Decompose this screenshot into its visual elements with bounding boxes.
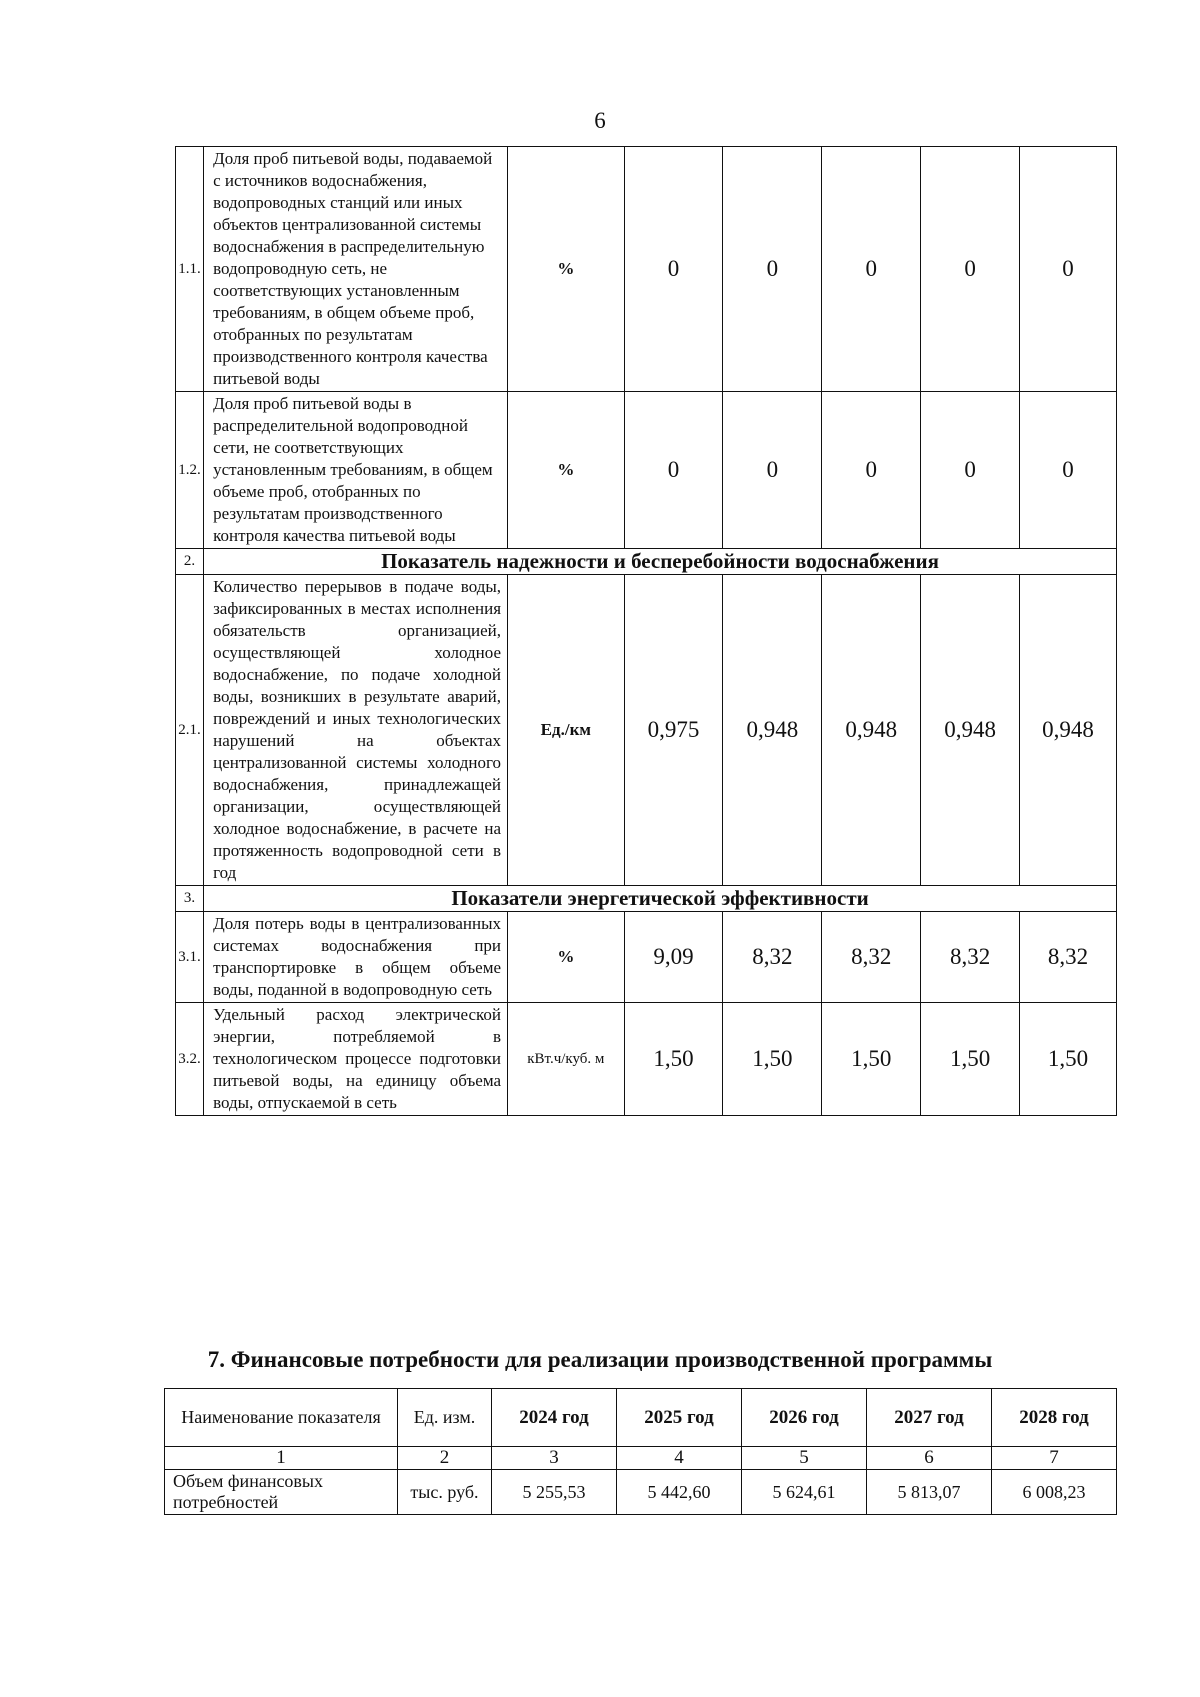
value-cell: 1,50 bbox=[624, 1003, 723, 1116]
value-cell: 6 008,23 bbox=[992, 1470, 1117, 1515]
value-cell: 5 813,07 bbox=[867, 1470, 992, 1515]
value-cell: 0 bbox=[822, 392, 921, 549]
value-cell: 0,948 bbox=[723, 575, 822, 886]
value-cell: 0 bbox=[723, 392, 822, 549]
page-number: 6 bbox=[594, 108, 606, 133]
indicator-row-3-2 bbox=[176, 1003, 1117, 1116]
section-title: Показатели энергетической эффективности bbox=[204, 886, 1117, 912]
value-cell: 0 bbox=[921, 147, 1020, 392]
section-row-2 bbox=[176, 549, 1117, 575]
column-index: 2 bbox=[398, 1447, 492, 1470]
indicator-description: Доля проб питьевой воды в распределительной водопроводной сети, не соответствующих установленным требованиям, в общем объеме проб, отобранных по результатам производственного контроля качества питьевой воды bbox=[204, 392, 508, 549]
row-number: 2.1. bbox=[176, 575, 204, 886]
value-cell: 5 255,53 bbox=[492, 1470, 617, 1515]
column-header: 2027 год bbox=[867, 1389, 992, 1447]
row-number: 3. bbox=[176, 886, 204, 912]
indicator-row-1-2 bbox=[176, 392, 1117, 549]
value-cell: 0 bbox=[624, 392, 723, 549]
value-cell: 0,948 bbox=[1020, 575, 1117, 886]
column-index: 6 bbox=[867, 1447, 992, 1470]
value-cell: 1,50 bbox=[921, 1003, 1020, 1116]
value-cell: 0 bbox=[921, 392, 1020, 549]
value-cell: 0 bbox=[624, 147, 723, 392]
value-cell: 0,975 bbox=[624, 575, 723, 886]
finance-table bbox=[164, 1388, 1117, 1515]
indicator-description: Удельный расход электрической энергии, потребляемой в технологическом процессе подготовки питьевой воды, на единицу объема воды, отпускаемой в сеть bbox=[204, 1003, 508, 1116]
row-number: 1.2. bbox=[176, 392, 204, 549]
indicators-table bbox=[175, 146, 1117, 1116]
value-cell: 0 bbox=[723, 147, 822, 392]
value-cell: 1,50 bbox=[822, 1003, 921, 1116]
value-cell: 0 bbox=[1020, 147, 1117, 392]
value-cell: 1,50 bbox=[723, 1003, 822, 1116]
indicator-unit: Ед./км bbox=[508, 575, 625, 886]
value-cell: 0,948 bbox=[921, 575, 1020, 886]
column-header: Наименование показателя bbox=[165, 1389, 398, 1447]
section-title: Показатель надежности и бесперебойности водоснабжения bbox=[204, 549, 1117, 575]
row-number: 1.1. bbox=[176, 147, 204, 392]
indicator-description: Количество перерывов в подаче воды, зафиксированных в местах исполнения обязательств организацией, осуществляющей холодное водоснабжение, по подаче холодной воды, возникших в результате аварий, повреждений и иных технологических нарушений на объектах централизованной системы холодного водоснабжения, принадлежащей организации, осуществляющей холодное водоснабжение, в расчете на протяженность водопроводной сети в год bbox=[204, 575, 508, 886]
indicator-description: Доля потерь воды в централизованных системах водоснабжения при транспортировке в общем объеме воды, поданной в водопроводную сеть bbox=[204, 912, 508, 1003]
finance-header-row bbox=[165, 1389, 1117, 1447]
indicator-row-1-1 bbox=[176, 147, 1117, 392]
value-cell: 8,32 bbox=[822, 912, 921, 1003]
indicator-name: Объем финансовых потребностей bbox=[165, 1470, 398, 1515]
value-cell: 5 624,61 bbox=[742, 1470, 867, 1515]
indicator-row-2-1 bbox=[176, 575, 1117, 886]
unit-cell: тыс. руб. bbox=[398, 1470, 492, 1515]
column-header: 2026 год bbox=[742, 1389, 867, 1447]
finance-index-row bbox=[165, 1447, 1117, 1470]
column-index: 5 bbox=[742, 1447, 867, 1470]
value-cell: 9,09 bbox=[624, 912, 723, 1003]
column-index: 3 bbox=[492, 1447, 617, 1470]
column-header: 2028 год bbox=[992, 1389, 1117, 1447]
value-cell: 0 bbox=[1020, 392, 1117, 549]
value-cell: 1,50 bbox=[1020, 1003, 1117, 1116]
indicator-unit: кВт.ч/куб. м bbox=[508, 1003, 625, 1116]
row-number: 3.2. bbox=[176, 1003, 204, 1116]
indicator-description: Доля проб питьевой воды, подаваемой с источников водоснабжения, водопроводных станций или иных объектов централизованной системы водоснабжения в распределительную водопроводную сеть, не соответствующих установленным требованиям, в общем объеме проб, отобранных по результатам производственного контроля качества питьевой воды bbox=[204, 147, 508, 392]
column-index: 4 bbox=[617, 1447, 742, 1470]
value-cell: 8,32 bbox=[1020, 912, 1117, 1003]
column-index: 7 bbox=[992, 1447, 1117, 1470]
section-row-3 bbox=[176, 886, 1117, 912]
column-header: Ед. изм. bbox=[398, 1389, 492, 1447]
value-cell: 0,948 bbox=[822, 575, 921, 886]
value-cell: 0 bbox=[822, 147, 921, 392]
value-cell: 8,32 bbox=[921, 912, 1020, 1003]
column-header: 2025 год bbox=[617, 1389, 742, 1447]
value-cell: 8,32 bbox=[723, 912, 822, 1003]
row-number: 3.1. bbox=[176, 912, 204, 1003]
value-cell: 5 442,60 bbox=[617, 1470, 742, 1515]
column-index: 1 bbox=[165, 1447, 398, 1470]
row-number: 2. bbox=[176, 549, 204, 575]
indicator-unit: % bbox=[508, 392, 625, 549]
indicator-row-3-1 bbox=[176, 912, 1117, 1003]
indicator-unit: % bbox=[508, 912, 625, 1003]
finance-data-row bbox=[165, 1470, 1117, 1515]
indicator-unit: % bbox=[508, 147, 625, 392]
column-header: 2024 год bbox=[492, 1389, 617, 1447]
finance-section-title: 7. Финансовые потребности для реализации производственной программы bbox=[207, 1347, 993, 1372]
